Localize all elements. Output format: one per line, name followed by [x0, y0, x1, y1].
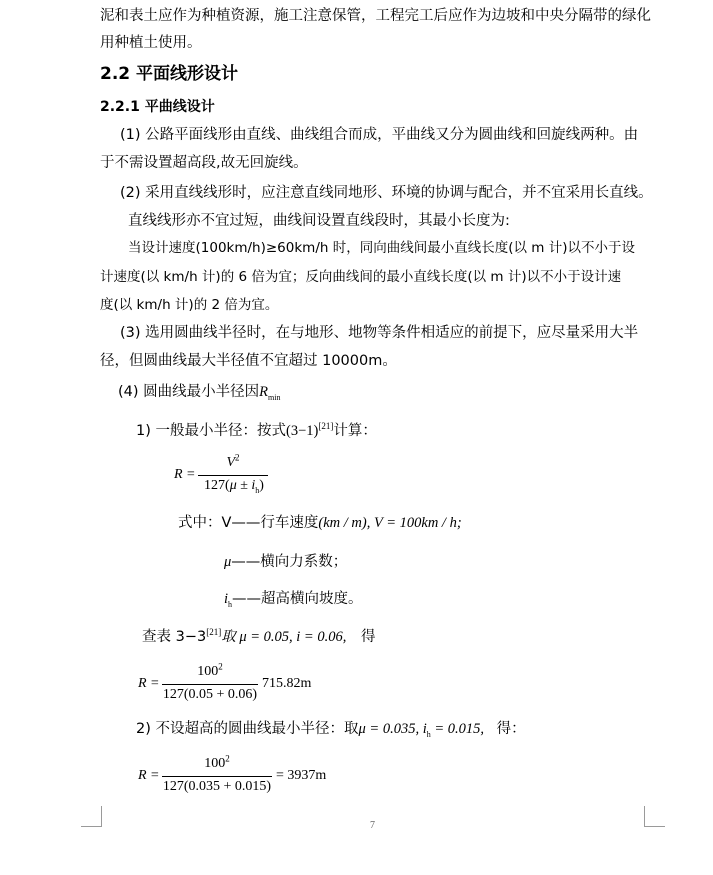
subsection-heading: [100, 97, 215, 117]
i-subscript: h: [426, 729, 431, 739]
denominator-part: ): [259, 478, 264, 493]
subsection-title: 平曲线设计: [144, 99, 215, 115]
formula-reference: (3−1): [286, 423, 319, 439]
where-prefix: 式中：: [178, 515, 222, 531]
i-symbol: i: [224, 591, 229, 607]
item-tail: 得：: [496, 721, 526, 737]
section-heading: [100, 64, 238, 84]
item-text: 计算：: [333, 423, 377, 439]
fraction-bar: [198, 475, 268, 476]
paragraph-line: 径，但圆曲线最大半径值不宜超过 10000m。: [100, 353, 397, 369]
variable-definition: [224, 552, 347, 572]
item-values: = 0.015,: [430, 721, 485, 737]
formula-numerator: [162, 753, 272, 772]
formula-numerator: [198, 452, 268, 471]
formula-numerator: [162, 661, 258, 680]
paragraph-line: 度(以 km/h 计)的 2 倍为宜。: [100, 297, 279, 313]
radius-symbol: R: [259, 384, 269, 400]
formula-denominator: [198, 478, 270, 494]
lookup-tail: 得: [360, 629, 376, 645]
mu-symbol: μ: [224, 554, 232, 570]
variable-definition: [178, 513, 462, 533]
velocity-symbol: V: [226, 455, 236, 470]
formula-general-radius: [138, 661, 338, 709]
formula-result: 715.82m: [262, 676, 312, 691]
lookup-line: [142, 627, 375, 647]
i-subscript: h: [255, 485, 260, 495]
item-text: 1) 一般最小半径：按式: [136, 423, 286, 439]
numerator-value: 100: [204, 756, 226, 771]
paragraph-line: 直线线形亦不宜过短，曲线间设置直线段时，其最小长度为:: [128, 213, 510, 229]
paragraph-text: (4) 圆曲线最小半径因: [118, 384, 260, 400]
definition-text: ——超高横向坡度。: [232, 591, 363, 607]
formula-denominator: 127(0.05 + 0.06): [162, 687, 258, 702]
paragraph-line: 于不需设置超高段,故无回旋线。: [100, 155, 308, 171]
definition-text: ——横向力系数；: [231, 554, 348, 570]
i-subscript: h: [228, 599, 233, 609]
formula-min-radius: [174, 452, 294, 500]
exponent: 2: [235, 452, 240, 463]
formula-denominator: 127(0.035 + 0.015): [162, 779, 272, 794]
i-symbol: i: [251, 478, 256, 493]
formula-lhs: R =: [174, 467, 196, 482]
paragraph-line: 计速度(以 km/h 计)的 6 倍为宜；反向曲线间的最小直线长度(以 m 计)以不小于设计速: [100, 269, 622, 285]
list-item: [136, 719, 526, 739]
formula-result: = 3937m: [276, 768, 327, 783]
unit: (km / m): [318, 515, 367, 531]
plus-minus: ±: [236, 478, 252, 493]
value: , V = 100km / h;: [366, 515, 462, 531]
exponent: 2: [218, 661, 223, 672]
definition-text: V——行车速度: [221, 515, 319, 531]
section-title: 平面线形设计: [136, 64, 239, 84]
paragraph-line: 当设计速度(100km/h)≥60km/h 时，同向曲线间最小直线长度(以 m 计)以不小于设: [128, 240, 635, 256]
numerator-value: 100: [197, 664, 219, 679]
formula-no-superelevation-radius: [138, 753, 368, 801]
fraction-bar: [162, 776, 272, 777]
exponent: 2: [225, 753, 230, 764]
citation-superscript: [21]: [318, 421, 334, 432]
paragraph-line: (1) 公路平面线形由直线、曲线组合而成，平曲线又分为圆曲线和回旋线两种。由: [120, 127, 639, 143]
subsection-number: 2.2.1: [100, 99, 140, 115]
variable-definition: [224, 589, 363, 609]
paragraph-line: (3) 选用圆曲线半径时，在与地形、地物等条件相适应的前提下，应尽量采用大半: [120, 325, 639, 341]
formula-lhs: R =: [138, 676, 160, 691]
paragraph-line: [118, 382, 280, 402]
item-text: 2) 不设超高的圆曲线最小半径：取: [136, 721, 359, 737]
fraction-bar: [162, 684, 258, 685]
formula-lhs: R =: [138, 768, 160, 783]
paragraph-line: (2) 采用直线线形时，应注意直线同地形、环境的协调与配合，并不宜采用长直线。: [120, 185, 653, 201]
list-item: [136, 421, 377, 441]
body-text: 用种植土使用。: [100, 35, 202, 51]
radius-subscript: min: [268, 392, 281, 402]
page-number: 7: [370, 820, 375, 831]
lookup-values: 取 μ = 0.05, i = 0.06,: [221, 629, 347, 645]
citation-superscript: [21]: [206, 627, 222, 638]
lookup-text: 查表 3−3: [142, 629, 207, 645]
body-text: 泥和表土应作为种植资源，施工注意保管，工程完工后应作为边坡和中央分隔带的绿化: [100, 8, 651, 24]
section-number: 2.2: [100, 64, 131, 84]
mu-symbol: μ: [229, 478, 237, 493]
denominator-part: 127(: [204, 478, 230, 493]
item-values: μ = 0.035, i: [358, 721, 427, 737]
